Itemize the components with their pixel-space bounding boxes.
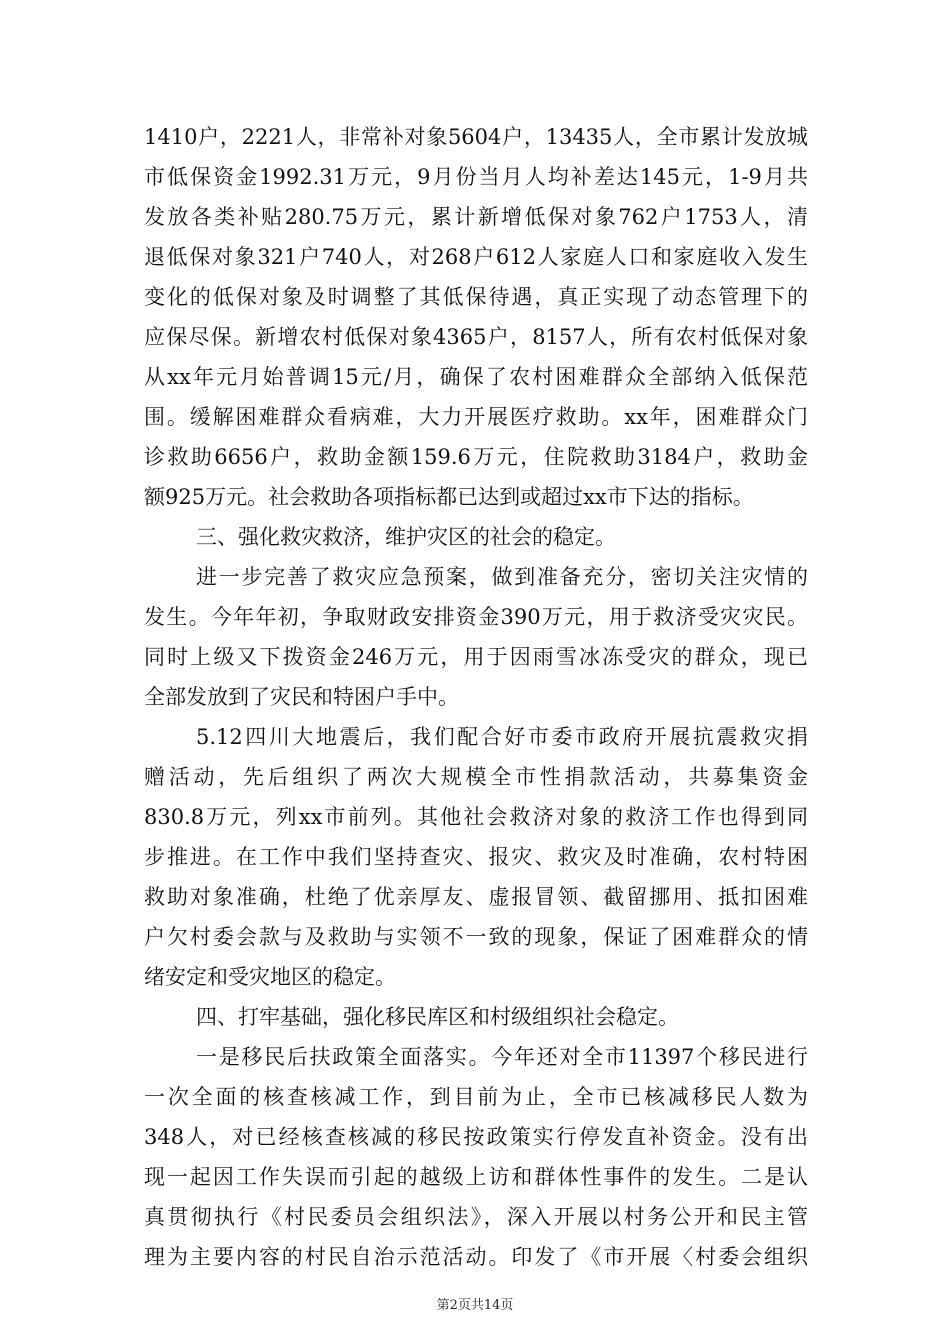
text-line: 发生。今年年初，争取财政安排资金390万元，用于救济受灾灾民。	[144, 605, 808, 629]
text-line: 绪安定和受灾地区的稳定。	[144, 965, 396, 989]
text-line: 发放各类补贴280.75万元，累计新增低保对象762户1753人，清	[144, 205, 808, 229]
text-line: 户欠村委会款与及救助与实领不一致的现象，保证了困难群众的情	[144, 925, 808, 949]
text-line: 围。缓解困难群众看病难，大力开展医疗救助。xx年，困难群众门	[144, 405, 808, 429]
text-line: 一次全面的核查核减工作，到目前为止，全市已核减移民人数为	[144, 1085, 808, 1109]
text-line: 现一起因工作失误而引起的越级上访和群体性事件的发生。二是认	[144, 1165, 808, 1189]
text-line: 同时上级又下拨资金246万元，用于因雨雪冰冻受灾的群众，现已	[144, 645, 808, 669]
text-line: 全部发放到了灾民和特困户手中。	[144, 685, 459, 709]
text-line: 1410户，2221人，非常补对象5604户，13435人，全市累计发放城	[144, 125, 808, 149]
text-line: 步推进。在工作中我们坚持查灾、报灾、救灾及时准确，农村特困	[144, 845, 808, 869]
text-line: 进一步完善了救灾应急预案，做到准备充分，密切关注灾情的	[196, 565, 808, 589]
page-number: 第2页共14页	[436, 1298, 514, 1313]
text-line: 变化的低保对象及时调整了其低保待遇，真正实现了动态管理下的	[144, 285, 808, 309]
text-line: 理为主要内容的村民自治示范活动。印发了《市开展〈村委会组织	[144, 1245, 808, 1269]
text-line: 348人，对已经核查核减的移民按政策实行停发直补资金。没有出	[144, 1125, 808, 1149]
section-heading: 三、强化救灾救济，维护灾区的社会的稳定。	[196, 525, 616, 549]
text-line: 诊救助6656户，救助金额159.6万元，住院救助3184户，救助金	[144, 445, 808, 469]
text-line: 从xx年元月始普调15元/月，确保了农村困难群众全部纳入低保范	[144, 365, 808, 389]
text-line: 市低保资金1992.31万元，9月份当月人均补差达145元，1-9月共	[144, 165, 808, 189]
text-line: 一是移民后扶政策全面落实。今年还对全市11397个移民进行	[196, 1045, 808, 1069]
section-heading: 四、打牢基础，强化移民库区和村级组织社会稳定。	[196, 1005, 679, 1029]
text-line: 救助对象准确，杜绝了优亲厚友、虚报冒领、截留挪用、抵扣困难	[144, 885, 808, 909]
text-line: 应保尽保。新增农村低保对象4365户，8157人，所有农村低保对象	[144, 325, 808, 349]
text-line: 额925万元。社会救助各项指标都已达到或超过xx市下达的指标。	[144, 485, 754, 509]
text-line: 真贯彻执行《村民委员会组织法》，深入开展以村务公开和民主管	[144, 1205, 808, 1229]
text-line: 赠活动，先后组织了两次大规模全市性捐款活动，共募集资金	[144, 765, 808, 789]
text-line: 5.12四川大地震后，我们配合好市委市政府开展抗震救灾捐	[196, 725, 808, 749]
text-line: 830.8万元，列xx市前列。其他社会救济对象的救济工作也得到同	[144, 805, 808, 829]
text-line: 退低保对象321户740人，对268户612人家庭人口和家庭收入发生	[144, 245, 808, 269]
